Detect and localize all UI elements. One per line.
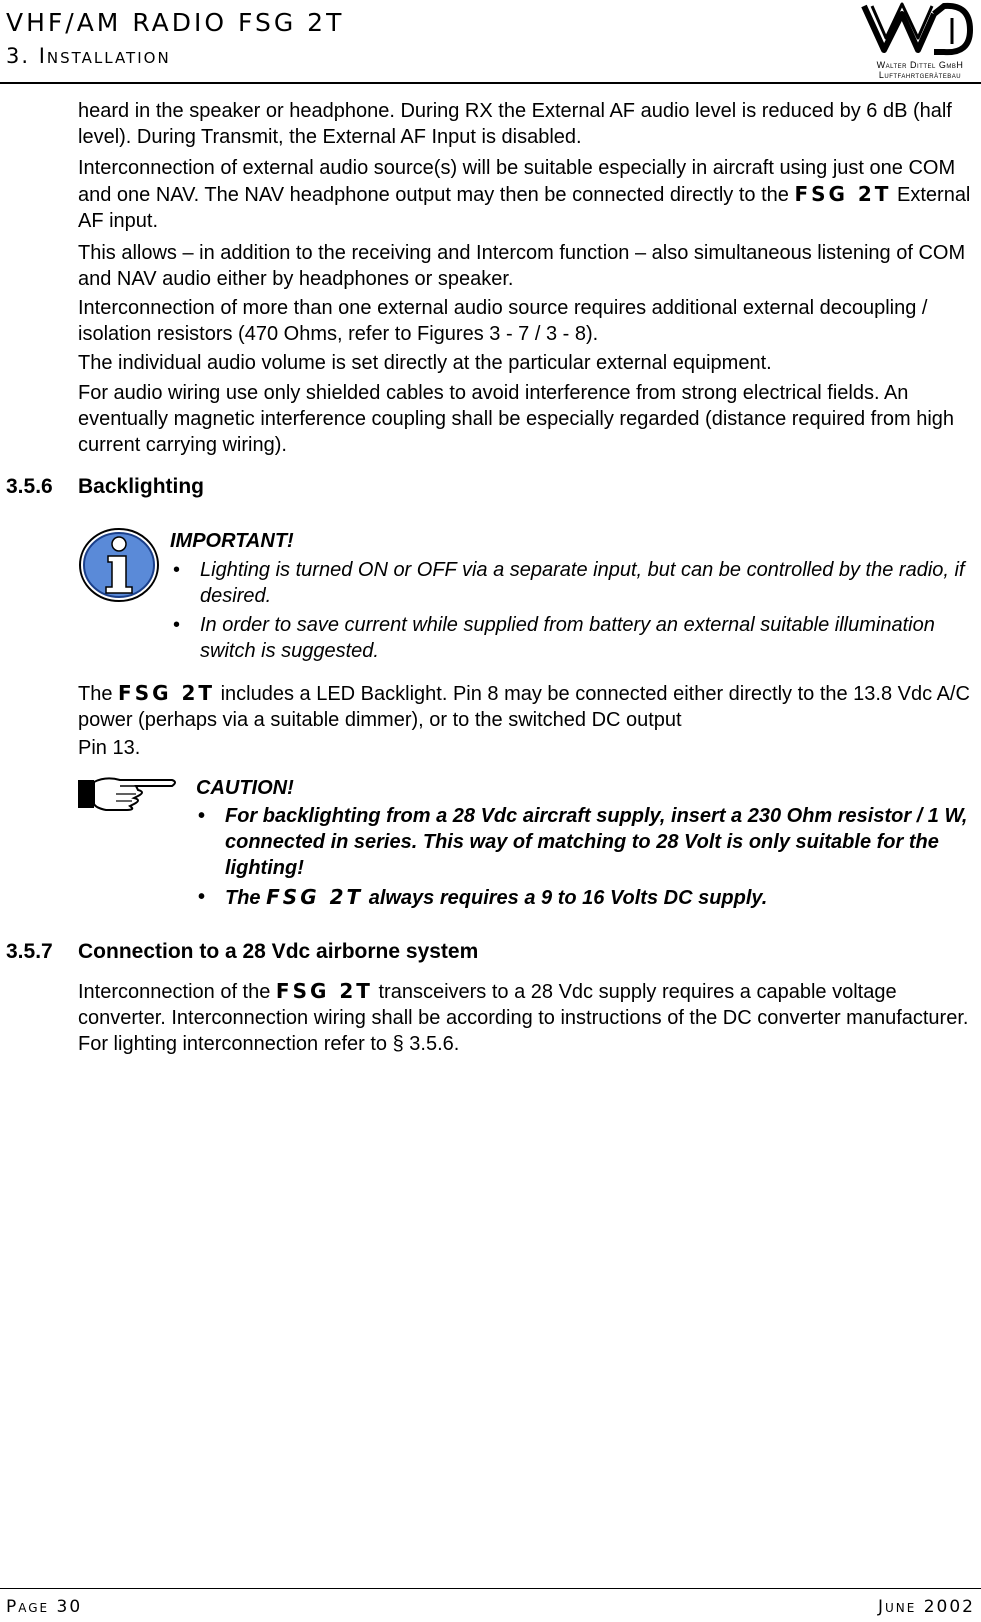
caution-item-1: • For backlighting from a 28 Vdc aircraft supply, insert a 230 Ohm resistor / 1 W, connected in series. This way of matching to 28 Volt is only suitable for the lighting!	[198, 805, 968, 879]
logo-company-name: Walter Dittel GmbH	[876, 60, 964, 70]
document-title: VHF/AM RADIO FSG 2T	[6, 8, 345, 37]
important-label: IMPORTANT!	[170, 530, 294, 552]
info-icon	[78, 527, 160, 603]
paragraph-interconnection: Interconnection of external audio source(s) will be suitable especially in aircraft using just one COM and one NAV. The NAV headphone output may then be connected directly to the FSG 2T External AF input.	[78, 157, 971, 232]
section-heading-28vdc: 3.5.7 Connection to a 28 Vdc airborne system	[6, 940, 479, 963]
paragraph-pin13: Pin 13.	[78, 737, 141, 759]
chapter-subtitle: 3. Installation	[6, 44, 171, 68]
paragraph-simultaneous-listening: This allows – in addition to the receiving and Intercom function – also simultaneous listening of COM and NAV audio either by headphones or speaker.	[78, 242, 966, 290]
caution-label: CAUTION!	[196, 777, 294, 799]
pointing-hand-icon	[76, 770, 180, 814]
paragraph-decoupling: Interconnection of more than one external audio source requires additional external decoupling / isolation resistors (470 Ohms, refer to Figures 3 - 7 / 3 - 8).	[78, 297, 928, 345]
paragraph-shielded-cables: For audio wiring use only shielded cables to avoid interference from strong electrical fields. An eventually magnetic interference coupling shall be especially regarded (distance required from high current carrying wiring).	[78, 382, 955, 456]
paragraph-audio-level: heard in the speaker or headphone. During RX the External AF audio level is reduced by 6 dB (half level). During Transmit, the External AF Input is disabled.	[78, 100, 952, 148]
paragraph-led-backlight: The FSG 2T includes a LED Backlight. Pin 8 may be connected either directly to the 13.8 Vdc A/C power (perhaps via a suitable dimmer), or to the switched DC output	[78, 681, 970, 731]
publication-date: June 2002	[877, 1597, 975, 1617]
product-name: FSG 2T	[794, 182, 892, 206]
logo-company-tagline: Luftfahrtgerätebau	[878, 70, 962, 80]
section-heading-backlighting: 3.5.6 Backlighting	[6, 475, 205, 498]
important-item-2: • In order to save current while supplied from battery an external suitable illumination switch is suggested.	[173, 614, 935, 662]
paragraph-volume: The individual audio volume is set directly at the particular external equipment.	[78, 352, 772, 374]
product-name: FSG 2T	[118, 681, 216, 705]
important-item-1: • Lighting is turned ON or OFF via a separate input, but can be controlled by the radio, if desired.	[173, 559, 965, 607]
page-number: Page 30	[6, 1597, 83, 1617]
caution-item-2: • The FSG 2T always requires a 9 to 16 Volts DC supply.	[198, 885, 768, 909]
product-name: FSG 2T	[266, 885, 364, 909]
header-rule	[0, 82, 981, 84]
product-name: FSG 2T	[275, 979, 373, 1003]
footer-rule	[0, 1588, 981, 1589]
paragraph-voltage-converter: Interconnection of the FSG 2T transceivers to a 28 Vdc supply requires a capable voltage converter. Interconnection wiring shall be according to instructions of the DC converter manufacturer. For lighting interconnection refer to § 3.5.6.	[78, 979, 969, 1055]
